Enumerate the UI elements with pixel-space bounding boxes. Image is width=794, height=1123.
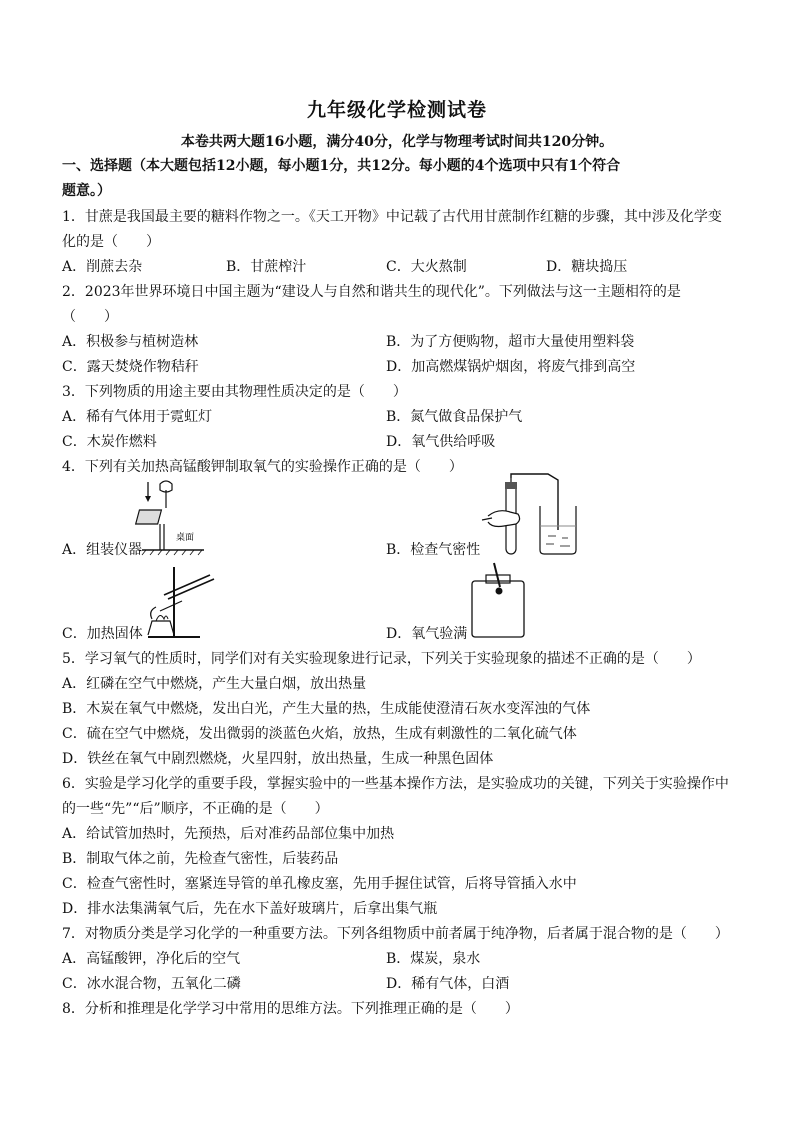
question-6-option-d: D．排水法集满氧气后，先在水下盖好玻璃片，后拿出集气瓶: [62, 901, 438, 917]
question-2-option-c: C．露天焚烧作物秸秆: [62, 359, 199, 375]
page-title: 九年级化学检测试卷: [306, 99, 487, 121]
question-7-stem: 7．对物质分类是学习化学的一种重要方法。下列各组物质中前者属于纯净物，后者属于混合物的是（ ）: [62, 926, 729, 942]
question-2-option-b: B．为了方便购物，超市大量使用塑料袋: [386, 334, 635, 350]
question-4-option-d: D．氧气验满: [386, 626, 468, 642]
question-6-stem-line-1: 6．实验是学习化学的重要手段，掌握实验中的一些基本操作方法，是实验成功的关键，下列关于实验操作中: [62, 776, 729, 792]
assemble-apparatus-figure: [138, 478, 208, 556]
question-4-option-b: B．检查气密性: [386, 542, 481, 558]
question-5-option-c: C．硫在空气中燃烧，发出微弱的淡蓝色火焰，放热，生成有刺激性的二氧化硫气体: [62, 726, 577, 742]
question-1-option-b: B．甘蔗榨汁: [226, 259, 307, 275]
question-3-option-c: C．木炭作燃料: [62, 434, 157, 450]
question-1-stem-line-2: 化的是（ ）: [62, 234, 160, 250]
question-6-stem-line-2: 的一些“先”“后”顺序，不正确的是（ ）: [62, 801, 329, 817]
desk-label: 桌面: [176, 533, 195, 543]
question-2-stem-line-2: （ ）: [62, 309, 118, 325]
question-4-option-c: C．加热固体: [62, 626, 143, 642]
question-5-option-a: A．红磷在空气中燃烧，产生大量白烟，放出热量: [62, 676, 367, 692]
question-2-stem-line-1: 2．2023年世界环境日中国主题为“建设人与自然和谐共生的现代化”。下列做法与这一主题相符的是: [62, 284, 681, 300]
section-heading-line-2: 题意。）: [62, 183, 111, 199]
question-4-option-a: A．组装仪器: [62, 542, 143, 558]
question-6-option-a: A．给试管加热时，先预热，后对准药品部位集中加热: [62, 826, 395, 842]
question-3-option-b: B．氮气做食品保护气: [386, 409, 523, 425]
question-8-stem: 8．分析和推理是化学学习中常用的思维方法。下列推理正确的是（ ）: [62, 1001, 519, 1017]
question-1-option-c: C．大火熬制: [386, 259, 467, 275]
question-5-option-b: B．木炭在氧气中燃烧，发出白光，产生大量的热，生成能使澄清石灰水变浑浊的气体: [62, 701, 591, 717]
question-6-option-b: B．制取气体之前，先检查气密性，后装药品: [62, 851, 339, 867]
question-7-option-a: A．高锰酸钾，净化后的空气: [62, 951, 241, 967]
question-3-option-a: A．稀有气体用于霓虹灯: [62, 409, 213, 425]
question-6-option-c: C．检查气密性时，塞紧连导管的单孔橡皮塞，先用手握住试管，后将导管插入水中: [62, 876, 577, 892]
question-4-stem: 4．下列有关加热高锰酸钾制取氧气的实验操作正确的是（ ）: [62, 459, 463, 475]
question-3-stem: 3．下列物质的用途主要由其物理性质决定的是（ ）: [62, 384, 407, 400]
exam-subtitle: 本卷共两大题16小题，满分40分，化学与物理考试时间共120分钟。: [180, 134, 614, 150]
question-5-option-d: D．铁丝在氧气中剧烈燃烧，火星四射，放出热量，生成一种黑色固体: [62, 751, 494, 767]
question-2-option-a: A．积极参与植树造林: [62, 334, 199, 350]
question-1-option-d: D．糖块捣压: [546, 259, 628, 275]
question-5-stem: 5．学习氧气的性质时，同学们对有关实验现象进行记录，下列关于实验现象的描述不正确的是（ ）: [62, 651, 701, 667]
oxygen-full-test-figure: [468, 563, 528, 641]
question-7-option-c: C．冰水混合物，五氧化二磷: [62, 976, 241, 992]
question-7-option-b: B．煤炭，泉水: [386, 951, 481, 967]
question-3-option-d: D．氧气供给呼吸: [386, 434, 496, 450]
section-heading-line-1: 一、选择题（本大题包括12小题，每小题1分，共12分。每小题的4个选项中只有1个符合: [62, 158, 621, 174]
question-2-option-d: D．加高燃煤锅炉烟囱，将废气排到高空: [386, 359, 636, 375]
question-7-option-d: D．稀有气体，白酒: [386, 976, 510, 992]
airtightness-check-figure: [478, 476, 588, 558]
heating-solid-figure: [138, 563, 216, 641]
question-1-option-a: A．削蔗去杂: [62, 259, 143, 275]
question-1-stem-line-1: 1．甘蔗是我国最主要的糖料作物之一。《天工开物》中记载了古代用甘蔗制作红糖的步骤，其中涉及化学变: [62, 209, 722, 225]
